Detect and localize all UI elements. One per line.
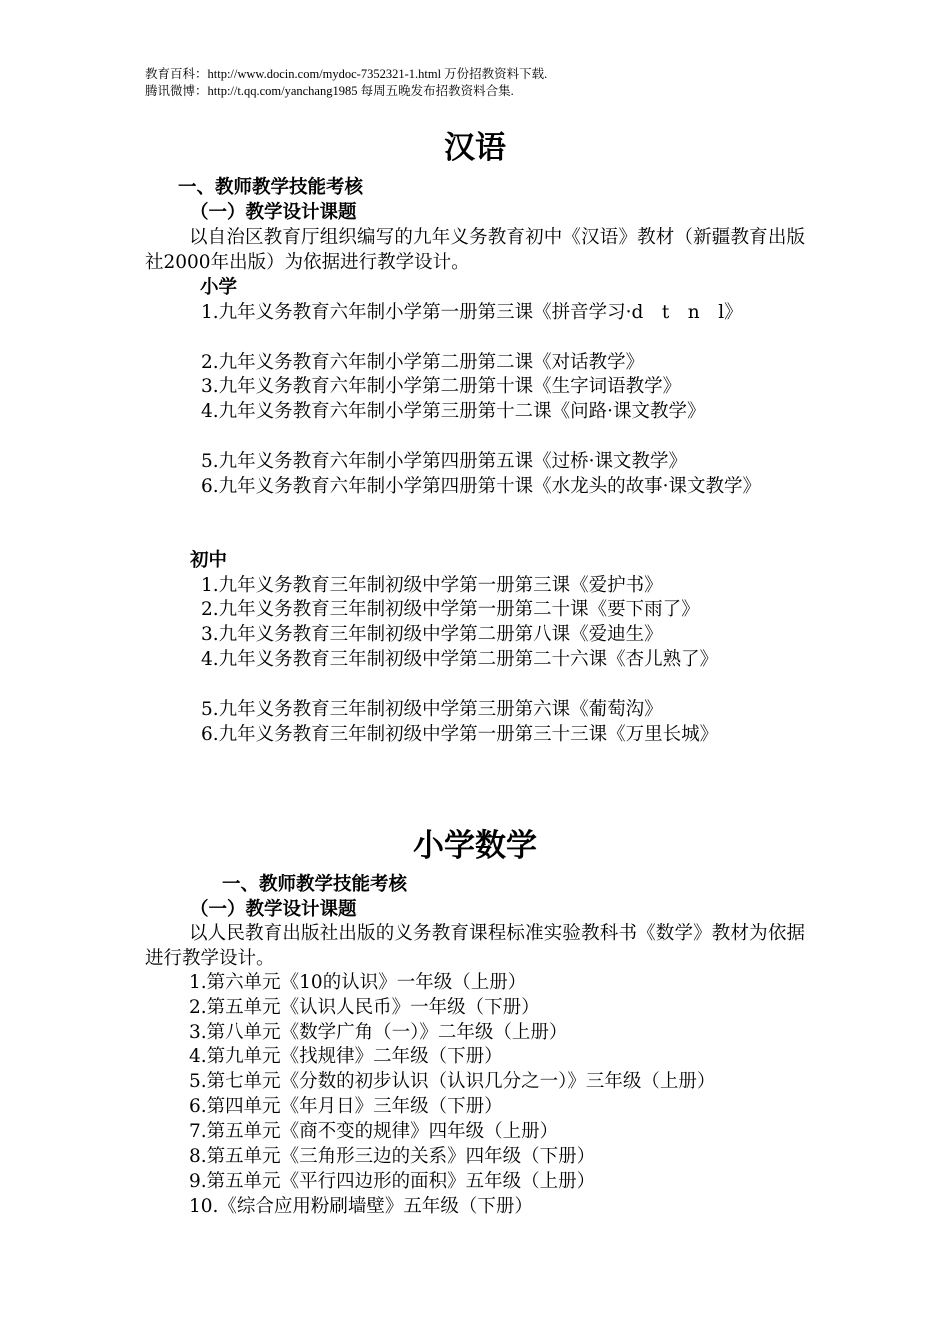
math-item-2: 2.第五单元《认识人民币》一年级（下册） — [189, 997, 540, 1018]
hanyu-primary-item-5: 5.九年义务教育六年制小学第四册第五课《过桥·课文教学》 — [201, 451, 688, 472]
hanyu-intro-paragraph: 以自治区教育厅组织编写的九年义务教育初中《汉语》教材（新疆教育出版社2000年出版）为依据进行教学设计。 — [145, 227, 805, 273]
math-item-5: 5.第七单元《分数的初步认识（认识几分之一）》三年级（上册） — [189, 1071, 716, 1092]
math-subsection-heading: （一）教学设计课题 — [190, 899, 357, 920]
hanyu-subsection-heading: （一）教学设计课题 — [190, 202, 357, 223]
math-item-8: 8.第五单元《三角形三边的关系》四年级（下册） — [189, 1146, 596, 1167]
hanyu-primary-item-6: 6.九年义务教育六年制小学第四册第十课《水龙头的故事·课文教学》 — [201, 476, 762, 497]
hanyu-primary-item-1: 1.九年义务教育六年制小学第一册第三课《拼音学习·d t n l》 — [201, 302, 743, 323]
hanyu-primary-item-3: 3.九年义务教育六年制小学第二册第十课《生字词语教学》 — [201, 376, 682, 397]
hanyu-middle-item-2: 2.九年义务教育三年制初级中学第一册第二十课《要下雨了》 — [201, 599, 700, 620]
header-line-2: 腾讯微博：http://t.qq.com/yanchang1985 每周五晚发布招教资料合集. — [145, 84, 514, 98]
hanyu-middle-heading: 初中 — [190, 550, 228, 571]
hanyu-primary-item-2: 2.九年义务教育六年制小学第二册第二课《对话教学》 — [201, 352, 645, 373]
hanyu-title: 汉语 — [444, 130, 506, 166]
math-item-3: 3.第八单元《数学广角（一）》二年级（上册） — [189, 1022, 568, 1043]
math-item-9: 9.第五单元《平行四边形的面积》五年级（上册） — [189, 1171, 596, 1192]
math-item-6: 6.第四单元《年月日》三年级（下册） — [189, 1096, 503, 1117]
math-title: 小学数学 — [413, 828, 537, 864]
math-item-1: 1.第六单元《10的认识》一年级（上册） — [189, 972, 527, 993]
math-section-heading: 一、教师教学技能考核 — [222, 874, 408, 895]
page-header — [145, 66, 547, 100]
hanyu-middle-item-3: 3.九年义务教育三年制初级中学第二册第八课《爱迪生》 — [201, 624, 663, 645]
math-item-4: 4.第九单元《找规律》二年级（下册） — [189, 1046, 503, 1067]
hanyu-middle-item-1: 1.九年义务教育三年制初级中学第一册第三课《爱护书》 — [201, 575, 663, 596]
hanyu-section-heading: 一、教师教学技能考核 — [178, 177, 364, 198]
hanyu-primary-item-4: 4.九年义务教育六年制小学第三册第十二课《问路·课文教学》 — [201, 401, 706, 422]
header-line-1: 教育百科：http://www.docin.com/mydoc-7352321-1.html 万份招教资料下载. — [145, 67, 548, 81]
hanyu-middle-item-6: 6.九年义务教育三年制初级中学第一册第三十三课《万里长城》 — [201, 724, 719, 745]
math-item-7: 7.第五单元《商不变的规律》四年级（上册） — [189, 1121, 559, 1142]
hanyu-primary-heading: 小学 — [200, 277, 238, 298]
hanyu-middle-item-4: 4.九年义务教育三年制初级中学第二册第二十六课《杏儿熟了》 — [201, 649, 719, 670]
math-intro-paragraph: 以人民教育出版社出版的义务教育课程标准实验教科书《数学》教材为依据进行教学设计。 — [145, 923, 805, 969]
math-item-10: 10.《综合应用粉刷墙壁》五年级（下册） — [189, 1196, 533, 1217]
hanyu-middle-item-5: 5.九年义务教育三年制初级中学第三册第六课《葡萄沟》 — [201, 699, 663, 720]
